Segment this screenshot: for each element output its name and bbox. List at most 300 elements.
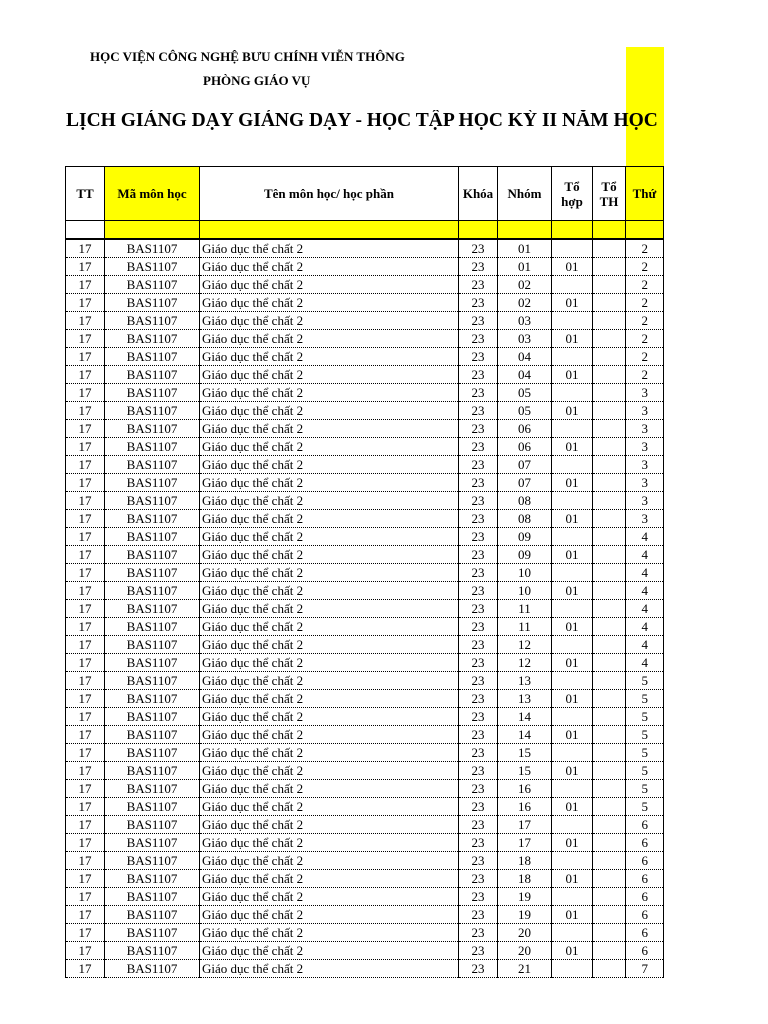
cell-ten-mon-hoc: Giáo dục thể chất 2 — [200, 402, 459, 420]
cell-khoa: 23 — [459, 852, 498, 870]
cell-to-hop: 01 — [552, 654, 593, 672]
table-row — [66, 402, 664, 420]
cell-to-hop: 01 — [552, 330, 593, 348]
cell-thu: 3 — [626, 492, 664, 510]
table-row — [66, 384, 664, 402]
cell-to-hop: 01 — [552, 870, 593, 888]
cell-tt: 17 — [66, 744, 105, 762]
table-row — [66, 258, 664, 276]
cell-tt: 17 — [66, 528, 105, 546]
cell-to-th — [593, 276, 626, 294]
cell-thu: 4 — [626, 582, 664, 600]
cell-ma-mon-hoc: BAS1107 — [105, 852, 200, 870]
cell-to-th — [593, 456, 626, 474]
cell-thu: 2 — [626, 366, 664, 384]
cell-to-hop: 01 — [552, 582, 593, 600]
table-row — [66, 744, 664, 762]
cell-khoa: 23 — [459, 762, 498, 780]
cell-to-hop: 01 — [552, 438, 593, 456]
cell-to-th — [593, 654, 626, 672]
cell-to-hop — [552, 672, 593, 690]
cell-tt: 17 — [66, 780, 105, 798]
spacer-cell — [626, 221, 664, 240]
cell-ten-mon-hoc: Giáo dục thể chất 2 — [200, 654, 459, 672]
table-row — [66, 366, 664, 384]
cell-nhom: 03 — [498, 330, 552, 348]
cell-thu: 2 — [626, 276, 664, 294]
cell-nhom: 02 — [498, 294, 552, 312]
cell-khoa: 23 — [459, 294, 498, 312]
cell-khoa: 23 — [459, 456, 498, 474]
cell-ten-mon-hoc: Giáo dục thể chất 2 — [200, 546, 459, 564]
cell-to-hop: 01 — [552, 942, 593, 960]
cell-to-th — [593, 816, 626, 834]
cell-ten-mon-hoc: Giáo dục thể chất 2 — [200, 312, 459, 330]
cell-ma-mon-hoc: BAS1107 — [105, 600, 200, 618]
col-header-to-th-line2: TH — [599, 193, 619, 209]
cell-to-hop: 01 — [552, 906, 593, 924]
table-row — [66, 834, 664, 852]
cell-ma-mon-hoc: BAS1107 — [105, 330, 200, 348]
cell-nhom: 11 — [498, 600, 552, 618]
cell-tt: 17 — [66, 762, 105, 780]
table-row — [66, 726, 664, 744]
table-row — [66, 510, 664, 528]
cell-to-th — [593, 564, 626, 582]
cell-ten-mon-hoc: Giáo dục thể chất 2 — [200, 564, 459, 582]
cell-ma-mon-hoc: BAS1107 — [105, 384, 200, 402]
table-row — [66, 618, 664, 636]
cell-ten-mon-hoc: Giáo dục thể chất 2 — [200, 330, 459, 348]
cell-to-th — [593, 492, 626, 510]
cell-khoa: 23 — [459, 474, 498, 492]
cell-nhom: 11 — [498, 618, 552, 636]
cell-khoa: 23 — [459, 690, 498, 708]
cell-tt: 17 — [66, 492, 105, 510]
table-row — [66, 276, 664, 294]
cell-nhom: 06 — [498, 420, 552, 438]
cell-ma-mon-hoc: BAS1107 — [105, 726, 200, 744]
cell-nhom: 19 — [498, 906, 552, 924]
schedule-table — [65, 166, 664, 978]
cell-thu: 2 — [626, 294, 664, 312]
cell-nhom: 07 — [498, 456, 552, 474]
cell-ten-mon-hoc: Giáo dục thể chất 2 — [200, 852, 459, 870]
cell-nhom: 18 — [498, 852, 552, 870]
col-header-thu: Thứ — [626, 167, 664, 221]
cell-nhom: 19 — [498, 888, 552, 906]
cell-to-th — [593, 834, 626, 852]
cell-to-th — [593, 528, 626, 546]
cell-to-hop — [552, 528, 593, 546]
cell-to-hop: 01 — [552, 258, 593, 276]
cell-tt: 17 — [66, 474, 105, 492]
table-row — [66, 942, 664, 960]
cell-nhom: 20 — [498, 942, 552, 960]
cell-to-th — [593, 546, 626, 564]
spacer-cell — [66, 221, 105, 240]
cell-ma-mon-hoc: BAS1107 — [105, 528, 200, 546]
cell-to-hop — [552, 636, 593, 654]
cell-thu: 6 — [626, 816, 664, 834]
cell-to-hop: 01 — [552, 510, 593, 528]
cell-to-hop — [552, 239, 593, 258]
cell-tt: 17 — [66, 870, 105, 888]
cell-ten-mon-hoc: Giáo dục thể chất 2 — [200, 239, 459, 258]
spacer-cell — [498, 221, 552, 240]
cell-to-th — [593, 888, 626, 906]
cell-ma-mon-hoc: BAS1107 — [105, 582, 200, 600]
cell-tt: 17 — [66, 636, 105, 654]
cell-nhom: 10 — [498, 564, 552, 582]
cell-nhom: 10 — [498, 582, 552, 600]
table-row — [66, 852, 664, 870]
cell-thu: 6 — [626, 942, 664, 960]
col-header-nhom: Nhóm — [498, 167, 552, 221]
cell-to-hop — [552, 888, 593, 906]
cell-ten-mon-hoc: Giáo dục thể chất 2 — [200, 618, 459, 636]
cell-to-th — [593, 294, 626, 312]
cell-to-hop: 01 — [552, 546, 593, 564]
highlight-spacer-row — [66, 221, 664, 240]
cell-ten-mon-hoc: Giáo dục thể chất 2 — [200, 456, 459, 474]
cell-ten-mon-hoc: Giáo dục thể chất 2 — [200, 762, 459, 780]
cell-ten-mon-hoc: Giáo dục thể chất 2 — [200, 528, 459, 546]
cell-ten-mon-hoc: Giáo dục thể chất 2 — [200, 672, 459, 690]
cell-to-th — [593, 312, 626, 330]
cell-tt: 17 — [66, 330, 105, 348]
cell-to-hop — [552, 600, 593, 618]
cell-thu: 3 — [626, 420, 664, 438]
cell-ma-mon-hoc: BAS1107 — [105, 654, 200, 672]
cell-tt: 17 — [66, 798, 105, 816]
cell-ma-mon-hoc: BAS1107 — [105, 366, 200, 384]
cell-nhom: 03 — [498, 312, 552, 330]
col-header-to-th-line1: Tổ — [601, 178, 617, 194]
cell-tt: 17 — [66, 312, 105, 330]
cell-ten-mon-hoc: Giáo dục thể chất 2 — [200, 510, 459, 528]
cell-to-th — [593, 330, 626, 348]
cell-nhom: 21 — [498, 960, 552, 978]
cell-ten-mon-hoc: Giáo dục thể chất 2 — [200, 744, 459, 762]
cell-thu: 6 — [626, 888, 664, 906]
cell-thu: 6 — [626, 924, 664, 942]
cell-to-th — [593, 798, 626, 816]
cell-ma-mon-hoc: BAS1107 — [105, 546, 200, 564]
cell-thu: 5 — [626, 780, 664, 798]
cell-thu: 5 — [626, 744, 664, 762]
cell-to-th — [593, 726, 626, 744]
cell-tt: 17 — [66, 852, 105, 870]
cell-khoa: 23 — [459, 708, 498, 726]
cell-khoa: 23 — [459, 546, 498, 564]
cell-ma-mon-hoc: BAS1107 — [105, 690, 200, 708]
cell-to-hop: 01 — [552, 798, 593, 816]
cell-khoa: 23 — [459, 258, 498, 276]
cell-ma-mon-hoc: BAS1107 — [105, 708, 200, 726]
cell-nhom: 17 — [498, 834, 552, 852]
cell-khoa: 23 — [459, 239, 498, 258]
cell-khoa: 23 — [459, 924, 498, 942]
cell-to-th — [593, 474, 626, 492]
cell-to-th — [593, 690, 626, 708]
cell-tt: 17 — [66, 906, 105, 924]
cell-ma-mon-hoc: BAS1107 — [105, 492, 200, 510]
table-row — [66, 672, 664, 690]
cell-nhom: 08 — [498, 492, 552, 510]
spacer-cell — [552, 221, 593, 240]
cell-thu: 4 — [626, 618, 664, 636]
table-row — [66, 924, 664, 942]
cell-to-th — [593, 870, 626, 888]
cell-thu: 6 — [626, 852, 664, 870]
cell-ma-mon-hoc: BAS1107 — [105, 312, 200, 330]
cell-ten-mon-hoc: Giáo dục thể chất 2 — [200, 816, 459, 834]
table-row — [66, 330, 664, 348]
cell-khoa: 23 — [459, 276, 498, 294]
cell-nhom: 15 — [498, 744, 552, 762]
cell-thu: 5 — [626, 708, 664, 726]
cell-to-th — [593, 780, 626, 798]
cell-nhom: 13 — [498, 672, 552, 690]
cell-khoa: 23 — [459, 672, 498, 690]
cell-ten-mon-hoc: Giáo dục thể chất 2 — [200, 906, 459, 924]
cell-thu: 5 — [626, 798, 664, 816]
cell-to-hop — [552, 708, 593, 726]
cell-ma-mon-hoc: BAS1107 — [105, 420, 200, 438]
cell-ten-mon-hoc: Giáo dục thể chất 2 — [200, 780, 459, 798]
cell-ten-mon-hoc: Giáo dục thể chất 2 — [200, 888, 459, 906]
cell-to-th — [593, 420, 626, 438]
cell-nhom: 08 — [498, 510, 552, 528]
cell-to-th — [593, 744, 626, 762]
cell-to-th — [593, 852, 626, 870]
cell-tt: 17 — [66, 672, 105, 690]
cell-nhom: 16 — [498, 798, 552, 816]
cell-nhom: 01 — [498, 239, 552, 258]
highlight-column-strip — [626, 47, 664, 167]
cell-nhom: 02 — [498, 276, 552, 294]
cell-khoa: 23 — [459, 312, 498, 330]
col-header-ma-mon-hoc: Mã môn học — [105, 167, 200, 221]
cell-to-hop: 01 — [552, 402, 593, 420]
cell-ma-mon-hoc: BAS1107 — [105, 438, 200, 456]
cell-thu: 2 — [626, 258, 664, 276]
cell-ten-mon-hoc: Giáo dục thể chất 2 — [200, 294, 459, 312]
cell-to-th — [593, 924, 626, 942]
cell-tt: 17 — [66, 456, 105, 474]
cell-ten-mon-hoc: Giáo dục thể chất 2 — [200, 492, 459, 510]
table-row — [66, 348, 664, 366]
cell-ma-mon-hoc: BAS1107 — [105, 474, 200, 492]
cell-tt: 17 — [66, 239, 105, 258]
cell-tt: 17 — [66, 888, 105, 906]
cell-ten-mon-hoc: Giáo dục thể chất 2 — [200, 708, 459, 726]
cell-to-th — [593, 438, 626, 456]
cell-to-hop — [552, 744, 593, 762]
cell-to-th — [593, 402, 626, 420]
col-header-ten-mon-hoc: Tên môn học/ học phần — [200, 167, 459, 221]
cell-ten-mon-hoc: Giáo dục thể chất 2 — [200, 960, 459, 978]
cell-nhom: 05 — [498, 384, 552, 402]
cell-thu: 4 — [626, 600, 664, 618]
cell-khoa: 23 — [459, 402, 498, 420]
department-name: PHÒNG GIÁO VỤ — [203, 73, 311, 88]
cell-to-hop — [552, 924, 593, 942]
table-row — [66, 690, 664, 708]
col-header-tt: TT — [66, 167, 105, 221]
cell-ten-mon-hoc: Giáo dục thể chất 2 — [200, 366, 459, 384]
cell-nhom: 18 — [498, 870, 552, 888]
cell-to-th — [593, 906, 626, 924]
cell-ten-mon-hoc: Giáo dục thể chất 2 — [200, 600, 459, 618]
cell-khoa: 23 — [459, 834, 498, 852]
cell-nhom: 01 — [498, 258, 552, 276]
cell-to-hop: 01 — [552, 690, 593, 708]
cell-ma-mon-hoc: BAS1107 — [105, 618, 200, 636]
cell-ma-mon-hoc: BAS1107 — [105, 564, 200, 582]
table-row — [66, 708, 664, 726]
table-row — [66, 312, 664, 330]
cell-thu: 3 — [626, 456, 664, 474]
cell-ma-mon-hoc: BAS1107 — [105, 798, 200, 816]
cell-nhom: 06 — [498, 438, 552, 456]
cell-to-th — [593, 258, 626, 276]
cell-thu: 3 — [626, 402, 664, 420]
table-row — [66, 816, 664, 834]
cell-khoa: 23 — [459, 510, 498, 528]
cell-ten-mon-hoc: Giáo dục thể chất 2 — [200, 582, 459, 600]
cell-khoa: 23 — [459, 636, 498, 654]
cell-ten-mon-hoc: Giáo dục thể chất 2 — [200, 384, 459, 402]
cell-ten-mon-hoc: Giáo dục thể chất 2 — [200, 834, 459, 852]
cell-tt: 17 — [66, 420, 105, 438]
cell-khoa: 23 — [459, 798, 498, 816]
spacer-cell — [105, 221, 200, 240]
cell-ten-mon-hoc: Giáo dục thể chất 2 — [200, 438, 459, 456]
cell-khoa: 23 — [459, 492, 498, 510]
table-row — [66, 600, 664, 618]
cell-ma-mon-hoc: BAS1107 — [105, 924, 200, 942]
cell-to-th — [593, 618, 626, 636]
table-row — [66, 798, 664, 816]
cell-tt: 17 — [66, 960, 105, 978]
col-header-khoa: Khóa — [459, 167, 498, 221]
table-row — [66, 906, 664, 924]
cell-to-hop — [552, 276, 593, 294]
institution-name: HỌC VIỆN CÔNG NGHỆ BƯU CHÍNH VIỄN THÔNG — [90, 49, 405, 64]
cell-to-th — [593, 239, 626, 258]
cell-khoa: 23 — [459, 744, 498, 762]
cell-thu: 5 — [626, 762, 664, 780]
cell-nhom: 14 — [498, 708, 552, 726]
cell-to-th — [593, 708, 626, 726]
table-row — [66, 636, 664, 654]
cell-thu: 4 — [626, 546, 664, 564]
table-row — [66, 239, 664, 258]
cell-to-th — [593, 600, 626, 618]
cell-tt: 17 — [66, 816, 105, 834]
cell-ma-mon-hoc: BAS1107 — [105, 258, 200, 276]
cell-tt: 17 — [66, 258, 105, 276]
cell-ten-mon-hoc: Giáo dục thể chất 2 — [200, 942, 459, 960]
cell-ten-mon-hoc: Giáo dục thể chất 2 — [200, 924, 459, 942]
cell-khoa: 23 — [459, 654, 498, 672]
cell-nhom: 04 — [498, 348, 552, 366]
cell-tt: 17 — [66, 942, 105, 960]
cell-khoa: 23 — [459, 600, 498, 618]
cell-ma-mon-hoc: BAS1107 — [105, 816, 200, 834]
cell-thu: 7 — [626, 960, 664, 978]
cell-thu: 4 — [626, 654, 664, 672]
cell-nhom: 12 — [498, 654, 552, 672]
cell-thu: 6 — [626, 870, 664, 888]
cell-to-hop: 01 — [552, 762, 593, 780]
cell-khoa: 23 — [459, 780, 498, 798]
cell-tt: 17 — [66, 438, 105, 456]
cell-ma-mon-hoc: BAS1107 — [105, 780, 200, 798]
cell-ten-mon-hoc: Giáo dục thể chất 2 — [200, 420, 459, 438]
cell-ma-mon-hoc: BAS1107 — [105, 834, 200, 852]
cell-thu: 3 — [626, 474, 664, 492]
cell-to-hop — [552, 312, 593, 330]
cell-ma-mon-hoc: BAS1107 — [105, 960, 200, 978]
cell-ten-mon-hoc: Giáo dục thể chất 2 — [200, 474, 459, 492]
cell-nhom: 14 — [498, 726, 552, 744]
cell-khoa: 23 — [459, 906, 498, 924]
cell-to-th — [593, 582, 626, 600]
cell-khoa: 23 — [459, 366, 498, 384]
cell-nhom: 16 — [498, 780, 552, 798]
cell-tt: 17 — [66, 726, 105, 744]
cell-ma-mon-hoc: BAS1107 — [105, 762, 200, 780]
cell-to-hop — [552, 852, 593, 870]
table-row — [66, 564, 664, 582]
cell-khoa: 23 — [459, 330, 498, 348]
cell-khoa: 23 — [459, 942, 498, 960]
cell-thu: 4 — [626, 636, 664, 654]
cell-thu: 5 — [626, 690, 664, 708]
cell-nhom: 09 — [498, 546, 552, 564]
col-header-to-th — [593, 167, 626, 221]
cell-ten-mon-hoc: Giáo dục thể chất 2 — [200, 276, 459, 294]
table-row — [66, 294, 664, 312]
cell-nhom: 09 — [498, 528, 552, 546]
cell-to-hop: 01 — [552, 618, 593, 636]
cell-to-hop — [552, 456, 593, 474]
cell-thu: 6 — [626, 906, 664, 924]
cell-ma-mon-hoc: BAS1107 — [105, 276, 200, 294]
spacer-cell — [593, 221, 626, 240]
cell-khoa: 23 — [459, 438, 498, 456]
cell-khoa: 23 — [459, 528, 498, 546]
table-row — [66, 960, 664, 978]
cell-ma-mon-hoc: BAS1107 — [105, 348, 200, 366]
spacer-cell — [459, 221, 498, 240]
cell-ten-mon-hoc: Giáo dục thể chất 2 — [200, 726, 459, 744]
cell-khoa: 23 — [459, 816, 498, 834]
cell-tt: 17 — [66, 618, 105, 636]
table-header-row — [66, 167, 664, 221]
cell-to-hop — [552, 348, 593, 366]
cell-ma-mon-hoc: BAS1107 — [105, 870, 200, 888]
cell-khoa: 23 — [459, 888, 498, 906]
cell-to-hop — [552, 492, 593, 510]
table-row — [66, 762, 664, 780]
cell-thu: 6 — [626, 834, 664, 852]
cell-tt: 17 — [66, 348, 105, 366]
cell-khoa: 23 — [459, 348, 498, 366]
